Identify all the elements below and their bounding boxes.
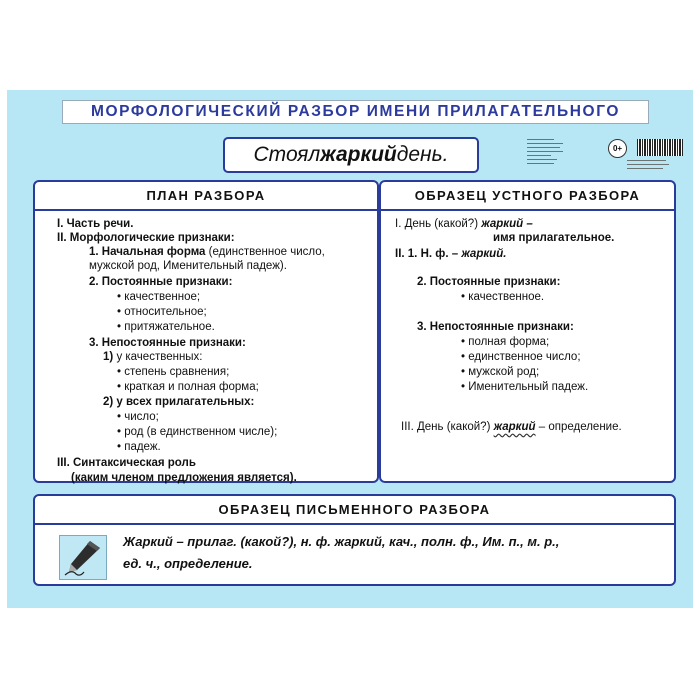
plan-line (103, 350, 203, 364)
plan-line: 3. Непостоянные признаки: (89, 337, 246, 349)
oral-word: жаркий – (481, 218, 533, 230)
written-line-1: Жаркий – прилаг. (какой?), н. ф. жаркий, кач., полн. ф., Им. п., м. р., (123, 534, 560, 549)
age-rating-badge: 0+ (608, 139, 627, 158)
oral-line: 3. Непостоянные признаки: (417, 321, 574, 333)
plan-subtitle: у качественных: (116, 351, 203, 363)
written-header: ОБРАЗЕЦ ПИСЬМЕННОГО РАЗБОРА (35, 496, 674, 525)
plan-header: ПЛАН РАЗБОРА (35, 182, 377, 211)
plan-panel (33, 180, 379, 483)
plan-line: • падеж. (117, 441, 161, 453)
oral-word: жаркий. (461, 248, 507, 260)
plan-line: II. Морфологические признаки: (57, 232, 235, 244)
oral-line: • мужской род; (461, 366, 540, 378)
oral-text: – определение. (538, 421, 622, 433)
plan-line: 2. Постоянные признаки: (89, 276, 233, 288)
oral-text: III. День (какой?) (401, 421, 491, 433)
oral-line: имя прилагательное. (493, 232, 615, 244)
example-before: Стоял (253, 143, 321, 166)
plan-line: • качественное; (117, 291, 201, 303)
plan-line: • род (в единственном числе); (117, 426, 278, 438)
pen-icon-graphic (60, 536, 106, 579)
plan-line: • число; (117, 411, 159, 423)
plan-subnumber: 1) (103, 351, 114, 363)
oral-line: • Именительный падеж. (461, 381, 589, 393)
pen-icon (59, 535, 107, 580)
oral-text: II. 1. Н. ф. – (395, 248, 459, 260)
plan-line: (каким членом предложения является). (71, 472, 297, 484)
publisher-fineprint: ▬▬▬▬▬▬▬▬▬ ▬▬▬▬▬▬▬▬▬▬▬▬ ▬▬▬▬▬▬▬▬▬▬▬ ▬▬▬▬▬▬▬▬▬▬▬▬ ▬▬▬▬▬▬▬▬ ▬▬▬▬▬▬▬▬▬▬ ▬▬▬▬▬▬▬▬▬ (527, 137, 563, 165)
plan-line: • относительное; (117, 306, 207, 318)
oral-line: 2. Постоянные признаки: (417, 276, 561, 288)
oral-header: ОБРАЗЕЦ УСТНОГО РАЗБОРА (381, 182, 674, 211)
oral-line: • единственное число; (461, 351, 581, 363)
example-highlight: жаркий (320, 143, 397, 166)
plan-line: • притяжательное. (117, 321, 215, 333)
plan-term-note: (единственное число, (208, 246, 325, 258)
oral-panel (379, 180, 676, 483)
plan-term: 1. Начальная форма (89, 246, 206, 258)
poster (7, 90, 693, 608)
plan-line: мужской род, Именительный падеж). (89, 260, 287, 272)
oral-line: • полная форма; (461, 336, 550, 348)
barcode (637, 139, 683, 156)
barcode-fineprint: ▬▬▬▬▬▬▬▬▬▬▬▬▬ ▬▬▬▬▬▬▬▬▬▬▬▬▬▬ ▬▬▬▬▬▬▬▬▬▬▬▬ (627, 158, 669, 170)
plan-line: • степень сравнения; (117, 366, 230, 378)
plan-line: I. Часть речи. (57, 218, 134, 230)
oral-word: жаркий (493, 421, 536, 433)
example-after: день. (396, 143, 449, 166)
page-title: МОРФОЛОГИЧЕСКИЙ РАЗБОР ИМЕНИ ПРИЛАГАТЕЛЬНОГО (62, 100, 649, 124)
written-panel (33, 494, 676, 586)
example-sentence (223, 137, 479, 173)
oral-line (395, 247, 506, 261)
plan-line: 2) у всех прилагательных: (103, 396, 255, 408)
plan-line: III. Синтаксическая роль (57, 457, 196, 469)
oral-line: • качественное. (461, 291, 545, 303)
oral-text: I. День (какой?) (395, 218, 479, 230)
plan-line (89, 245, 325, 259)
plan-line: • краткая и полная форма; (117, 381, 259, 393)
written-line-2: ед. ч., определение. (123, 556, 253, 571)
oral-line (395, 217, 533, 231)
oral-line (401, 420, 622, 434)
